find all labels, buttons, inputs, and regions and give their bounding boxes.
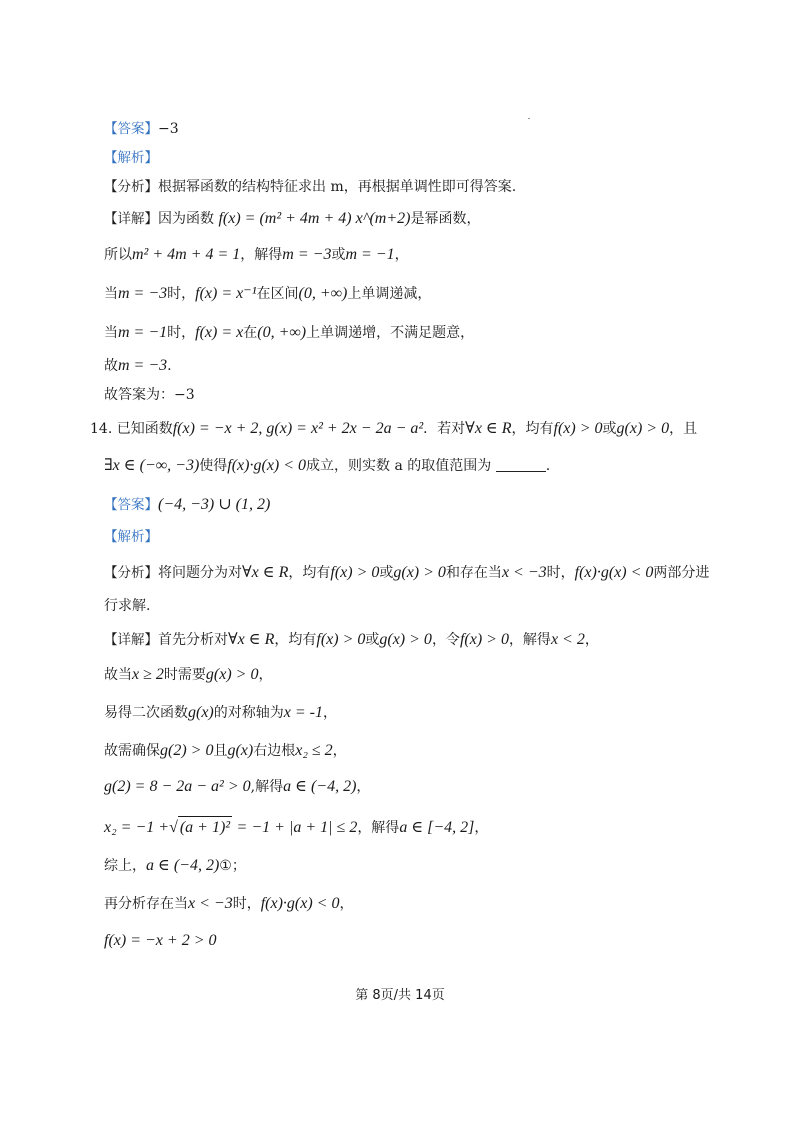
q14-answer: 【答案】(−4, −3) ∪ (1, 2)	[104, 496, 271, 513]
q14-detail-line6: x₂ = −1 +√ (a + 1)² = −1 + |a + 1| ≤ 2，解得a ∈ [−4, 2]，	[104, 816, 730, 839]
q14-detail-line1: 【详解】首先分析对∀x ∈ R，均有f(x) > 0或g(x) > 0，令f(x) > 0，解得x < 2，	[104, 631, 599, 648]
answer-blank	[496, 471, 546, 472]
q14-detail-line7: 综上，a ∈ (−4, 2)①；	[104, 857, 246, 874]
q13-detail-line3: 当m = −3时，f(x) = x⁻¹在区间(0, +∞)上单调递减，	[104, 285, 432, 302]
q14-detail-line9: f(x) = −x + 2 > 0	[104, 932, 217, 949]
q14-detail-line4: 故需确保g(2) > 0且g(x)右边根x₂ ≤ 2，	[104, 742, 347, 759]
q14-analysis-tag: 【解析】	[104, 529, 158, 545]
q13-detail-line5: 故m = −3.	[104, 357, 172, 374]
q14-detail-line2: 故当x ≥ 2时需要g(x) > 0，	[104, 666, 273, 683]
question-number: 14.	[90, 421, 113, 437]
answer-tag: 【答案】	[104, 121, 158, 137]
q13-detail-line1: 【详解】因为函数 f(x) = (m² + 4m + 4) x^(m+2)是幂函数，	[104, 210, 481, 227]
answer-value: (−4, −3) ∪ (1, 2)	[158, 496, 271, 513]
q14-stem-line1: 14. 已知函数f(x) = −x + 2, g(x) = x² + 2x − 2a − a²．若对∀x ∈ R，均有f(x) > 0或g(x) > 0，且	[90, 420, 698, 437]
q14-stem-line2: ∃x ∈ (−∞, −3)使得f(x)·g(x) < 0成立，则实数 a 的取值范围为 .	[104, 457, 551, 474]
q13-final-answer: 故答案为：−3	[104, 387, 195, 403]
q14-fenxi-line1: 【分析】将问题分为对∀x ∈ R，均有f(x) > 0或g(x) > 0和存在当x < −3时，f(x)·g(x) < 0两部分进	[104, 564, 710, 581]
formula-power-function: f(x) = (m² + 4m + 4) x^(m+2)	[218, 210, 411, 227]
q13-detail-line2: 所以m² + 4m + 4 = 1，解得m = −3或m = −1，	[104, 246, 409, 263]
answer-value: −3	[158, 121, 179, 137]
q14-detail-line3: 易得二次函数g(x)的对称轴为x = -1，	[104, 704, 337, 721]
q14-detail-line8: 再分析存在当x < −3时，f(x)·g(x) < 0，	[104, 895, 354, 912]
q13-fenxi: 【分析】根据幂函数的结构特征求出 m，再根据单调性即可得答案.	[104, 179, 517, 195]
page-footer: 第 8页/共 14页	[355, 988, 445, 1003]
q13-analysis-tag: 【解析】	[104, 150, 158, 166]
q13-detail-line4: 当m = −1时，f(x) = x在(0, +∞)上单调递增，不满足题意，	[104, 324, 475, 341]
sqrt-expression: (a + 1)²	[178, 816, 232, 839]
q13-answer	[104, 118, 730, 140]
q14-fenxi-line2: 行求解.	[104, 598, 151, 614]
q14-detail-line5: g(2) = 8 − 2a − a² > 0,解得a ∈ (−4, 2)，	[104, 778, 371, 795]
